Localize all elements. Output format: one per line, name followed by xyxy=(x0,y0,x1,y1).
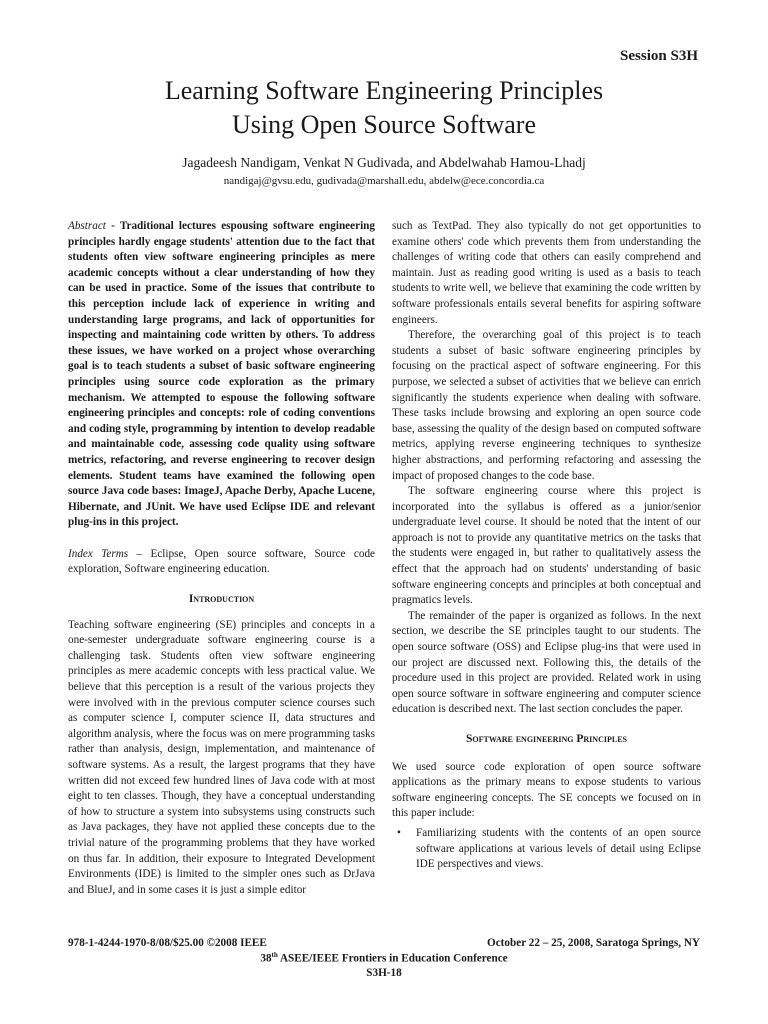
footer-conf-suffix: th xyxy=(271,951,278,959)
se-principles-heading: Software engineering Principles xyxy=(466,733,627,745)
footer-isbn: 978-1-4244-1970-8/08/$25.00 ©2008 IEEE xyxy=(68,937,267,949)
footer-dates: October 22 – 25, 2008, Saratoga Springs, NY xyxy=(487,937,700,949)
abstract-separator: - xyxy=(105,220,120,232)
bullet-icon: • xyxy=(397,826,401,839)
abstract-lead: Abstract xyxy=(68,220,106,232)
body-paragraph-4: The remainder of the paper is organized as follows. In the next section, we describe the SE principles taught to our students. The open source software (OSS) and Eclipse plug-ins that were used in our project are discussed next. Following this, the details of the procedure used in this project are provided. Related work in using open source software in software engineering and computer science education is described next. The last section concludes the paper. xyxy=(392,609,701,716)
left-column xyxy=(68,219,375,898)
index-terms-text: – Eclipse, Open source software, Source code exploration, Software engineering education. xyxy=(68,547,376,576)
right-column xyxy=(392,219,701,873)
abstract-text: Traditional lectures espousing software engineering principles hardly engage students' attention due to the fact that students often view software engineering principles as mere academic concepts without a clear understanding of how they can be used in practice. Some of the issues that contribute to this perception include lack of experience in writing and understanding large programs, and lack of opportunities for inspecting and maintaining code written by others. To address these issues, we have worked on a project whose overarching goal is to teach students a subset of basic software engineering principles using source code exploration as the primary mechanism. We attempted to espouse the following software engineering principles and concepts: role of coding conventions and coding style, programming by intention to develop readable and maintainable code, assessing code quality using software metrics, refactoring, and reverse engineering to recover design elements. Student teams have examined the following open source Java code bases: ImageJ, Apache Derby, Apache Lucene, Hibernate, and JUnit. We have used Eclipse IDE and relevant plug-ins in this project. xyxy=(68,220,375,529)
author-emails: nandigaj@gvsu.edu, gudivada@marshall.edu, abdelw@ece.concordia.ca xyxy=(223,175,545,187)
footer-conf-name: ASEE/IEEE Frontiers in Education Conference xyxy=(277,952,508,965)
footer-conf-number: 38 xyxy=(260,952,272,965)
index-terms xyxy=(68,547,375,578)
footer-conference xyxy=(0,951,768,965)
bullet-text: Familiarizing students with the contents of an open source software applications at various levels of detail using Eclipse IDE perspectives and views. xyxy=(416,826,701,871)
body-paragraph-1: such as TextPad. They also typically do not get opportunities to examine others' code which prevents them from understanding the challenges of writing code that others can easily comprehend and maintain. Just as reading good writing is used as a basis to teach students to write well, we believe that examining the code written by software professionals entails several benefits for aspiring software engineers. xyxy=(392,220,701,326)
body-paragraph-2: Therefore, the overarching goal of this project is to teach students a subset of basic software engineering principles by focusing on the practical aspect of software engineering. For this purpose, we selected a subset of activities that we believe can enrich significantly the students experience when dealing with software. These tasks include browsing and exploring an open source code base, assessing the quality of the design based on computed software metrics, applying reverse engineering techniques to synthesize higher abstractions, and performing refactoring and assessing the impact of proposed changes to the code base. xyxy=(392,329,701,482)
introduction-paragraph: Teaching software engineering (SE) principles and concepts in a one-semester undergraduate software engineering course is a challenging task. Students often view software engineering principles as mere academic concepts with less practical value. We believe that this perception is a result of the various projects they were involved with in the previous computer science courses such as computer science I, computer science II, data structures and algorithm analysis, where the focus was on mere programming tasks rather than analysis, design, implementation, and maintenance of software systems. As a result, the largest programs that they have written did not exceed few hundred lines of Java code with at most eight to ten classes. Though, they have a conceptual understanding of how to structure a system into subsystems using constructs such as Java packages, they have not applied these concepts due to the trivial nature of the programming problems that they have worked on thus far. In addition, their exposure to Integrated Development Environments (IDE) is limited to the simpler ones such as DrJava and BlueJ, and in some cases it is just a simple editor xyxy=(68,618,375,896)
bullet-item xyxy=(392,826,701,873)
introduction-heading: Introduction xyxy=(188,593,255,606)
session-label: Session S3H xyxy=(620,48,698,64)
page-number: S3H-18 xyxy=(366,967,402,979)
index-terms-lead: Index Terms xyxy=(68,547,129,560)
paper-title xyxy=(0,74,768,142)
title-line-2: Using Open Source Software xyxy=(232,110,536,139)
body-paragraph-5: We used source code exploration of open source software applications as the primary means to expose students to various software engineering concepts. The SE concepts we focused on in this paper include: xyxy=(392,760,701,820)
abstract xyxy=(68,219,375,531)
title-line-1: Learning Software Engineering Principles xyxy=(164,76,604,105)
author-list: Jagadeesh Nandigam, Venkat N Gudivada, and Abdelwahab Hamou-Lhadj xyxy=(182,155,586,170)
body-paragraph-3: The software engineering course where this project is incorporated into the syllabus is offered as a junior/senior undergraduate level course. It should be noted that the intent of our approach is not to provide any quantitative metrics on the tasks that the students were engaged in, but rather to qualitatively assess the effect that the approach had on students' understanding of basic software engineering concepts and principles at both conceptual and pragmatics levels. xyxy=(392,485,701,607)
